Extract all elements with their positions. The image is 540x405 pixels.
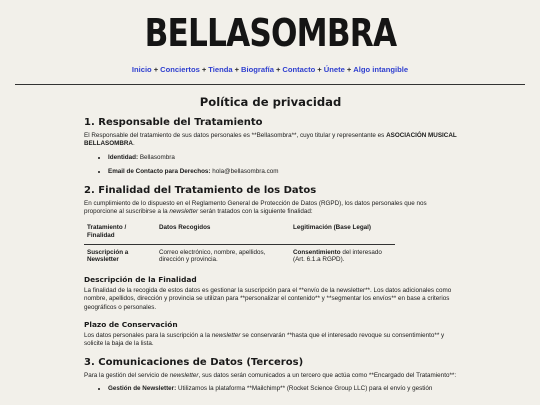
emphasis-newsletter: newsletter [169, 208, 199, 216]
section-text-comunicaciones [84, 372, 457, 380]
subheading-descripcion: Descripción de la Finalidad [84, 274, 197, 284]
main-content [0, 95, 540, 394]
list-label: Gestión de Newsletter: [108, 385, 177, 393]
subheading-plazo: Plazo de Conservación [84, 320, 178, 330]
list-label: Identidad: [108, 153, 139, 161]
text-fragment: serán tratados con la siguiente finalidad: [198, 208, 313, 216]
section-heading-comunicaciones: 3. Comunicaciones de Datos (Terceros) [84, 356, 304, 368]
list-item-gestion [108, 385, 457, 393]
list-label: Email de Contacto para Derechos: [108, 168, 211, 176]
emphasis-newsletter: newsletter [169, 371, 199, 379]
text-fragment: . [132, 140, 135, 148]
text-fragment: El Responsable del tratamiento de sus datos personales es **Bellasombra**, cuyo titular y representante es [84, 132, 387, 139]
table-cell: Suscripción a Newsletter [87, 248, 129, 264]
emphasis-newsletter: newsletter [211, 332, 241, 340]
table-header-row [84, 221, 395, 244]
nav-separator: + [275, 65, 281, 74]
section-text-finalidad [84, 200, 457, 217]
nav-link-tienda[interactable]: Tienda [208, 65, 233, 74]
main-nav [0, 65, 540, 74]
cell-text: del interesado (Art. 6.1.a RGPD). [293, 248, 382, 264]
nav-separator: + [234, 65, 240, 74]
text-fragment: Para la gestión del servicio de [84, 371, 170, 379]
text-fragment: En cumplimiento de lo dispuesto en el Reglamento General de Protección de Datos (RGPD), los datos personales que nos proporcione al suscribirse a la [84, 199, 427, 216]
text-fragment: Los datos personales para la suscripción a la [84, 332, 212, 340]
nav-link-contacto[interactable]: Contacto [282, 65, 316, 74]
nav-link-unete[interactable]: Únete [323, 65, 345, 74]
list-value: Utilizamos la plataforma **Mailchimp** (Rocket Science Group LLC) para el envío y gestión [176, 385, 433, 393]
nav-link-conciertos[interactable]: Conciertos [160, 65, 200, 74]
nav-link-biografia[interactable]: Biografía [241, 65, 274, 74]
nav-link-inicio[interactable]: Inicio [131, 65, 152, 74]
list-item-email [108, 168, 457, 176]
table-header: Tratamiento / Finalidad [87, 224, 127, 240]
nav-separator: + [153, 65, 159, 74]
table-row [84, 244, 395, 267]
text-fragment: , sus datos serán comunicados a un tercero que actúa como **Encargado del Tratamiento**: [198, 371, 457, 379]
finalidad-table [84, 221, 395, 266]
table-cell [290, 244, 395, 267]
section-heading-responsable: 1. Responsable del Tratamiento [84, 117, 263, 128]
nav-separator: + [201, 65, 207, 74]
table-header: Legitimación (Base Legal) [293, 224, 372, 232]
cell-bold: Consentimiento [293, 248, 341, 256]
section-heading-finalidad: 2. Finalidad del Tratamiento de los Datos [84, 184, 317, 196]
header-divider [15, 84, 525, 85]
nav-separator: + [346, 65, 352, 74]
site-logo[interactable]: BELLASOMBRA [144, 11, 396, 55]
nav-link-algo-intangible[interactable]: Algo intangible [353, 65, 409, 74]
section-text-responsable [84, 132, 457, 149]
comunicaciones-list [84, 385, 457, 393]
nav-separator: + [317, 65, 322, 74]
text-fragment: se conservarán **hasta que el interesado revoque su consentimiento** y solicite la baja de la lista. [84, 332, 445, 348]
list-value: Bellasombra [138, 153, 175, 161]
descripcion-text: La finalidad de la recogida de estos datos es gestionar la suscripción para el **envío de la newsletter**. Los datos adicionales como nombre, apellidos, dirección y provincia se utilizan para **personalizar el contenido** y **segmentar los envíos** en base a criterios geográficos o personales. [84, 286, 452, 311]
plazo-text [84, 332, 457, 349]
page-title: Política de privacidad [199, 95, 342, 109]
table-cell: Correo electrónico, nombre, apellidos, dirección y provincia. [159, 248, 266, 264]
table-header: Datos Recogidos [159, 224, 211, 232]
owner-name: ASOCIACIÓN MUSICAL BELLASOMBRA [84, 132, 457, 148]
list-item-identidad [108, 154, 457, 162]
list-value: hola@bellasombra.com [210, 168, 279, 176]
site-header [0, 0, 540, 85]
responsable-list [84, 154, 457, 177]
